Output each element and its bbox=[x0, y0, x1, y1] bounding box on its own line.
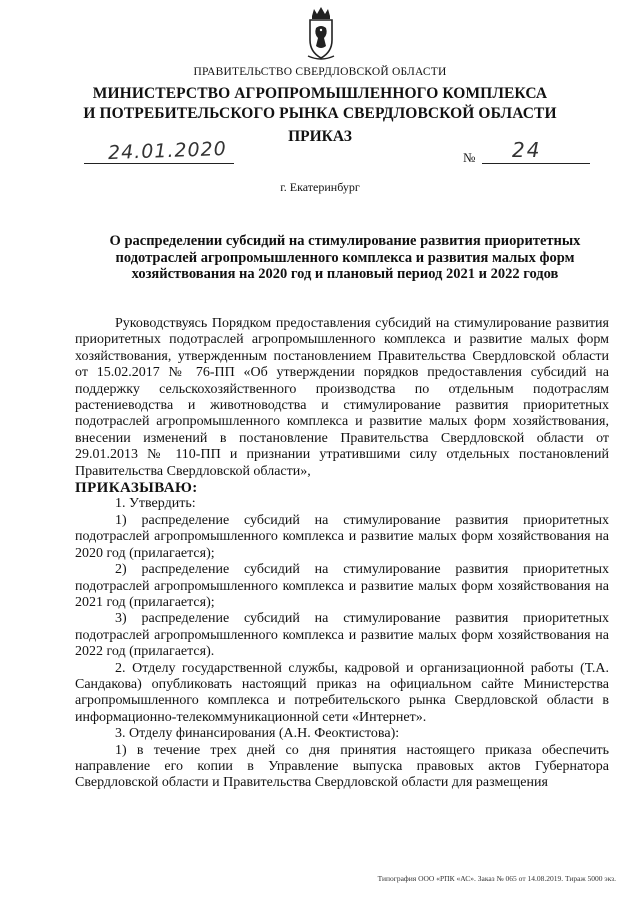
number-underline bbox=[482, 163, 590, 164]
item-1-3: 3) распределение субсидий на стимулирование развития приоритетных подотраслей агропромышленного комплекса и развитие малых форм хозяйствования на 2022 год (прилагается). bbox=[75, 611, 609, 660]
ministry-name bbox=[0, 84, 640, 124]
government-name: ПРАВИТЕЛЬСТВО СВЕРДЛОВСКОЙ ОБЛАСТИ bbox=[193, 66, 447, 78]
item-3-1: 1) в течение трех дней со дня принятия настоящего приказа обеспечить направление его копии в Управление выпуска правовых актов Губернатора Свердловской области и Правительства Свердловской области для размещения bbox=[75, 742, 609, 791]
item-1: 1. Утвердить: bbox=[115, 496, 196, 512]
coat-of-arms-icon bbox=[306, 6, 336, 62]
ministry-line-2: И ПОТРЕБИТЕЛЬСКОГО РЫНКА СВЕРДЛОВСКОЙ ОБЛАСТИ bbox=[83, 105, 557, 122]
ministry-line-1: МИНИСТЕРСТВО АГРОПРОМЫШЛЕННОГО КОМПЛЕКСА bbox=[92, 85, 548, 102]
printing-imprint: Типография ООО «РПК «АС». Заказ № 065 от 14.08.2019. Тираж 5000 экз. bbox=[377, 874, 616, 883]
document-title: О распределении субсидий на стимулирование развития приоритетных подотраслей агропромышленного комплекса и развития малых форм хозяйствования на 2020 год и плановый период 2021 и 2022 годов bbox=[109, 233, 581, 282]
handwritten-date: 24.01.2020 bbox=[107, 137, 228, 165]
order-word: ПРИКАЗЫВАЮ: bbox=[75, 480, 198, 497]
item-1-2: 2) распределение субсидий на стимулирование развития приоритетных подотраслей агропромышленного комплекса и развитие малых форм хозяйствования на 2021 год (прилагается); bbox=[75, 562, 609, 610]
preamble-paragraph: Руководствуясь Порядком предоставления субсидий на стимулирование развития приоритетных подотраслей агропромышленного комплекса и развитие малых форм хозяйствования, утвержденным постановлением Правительства Свердловской области от 15.02.2017 № 76-ПП «Об утверждении порядков предоставления субсидий на поддержку сельскохозяйственного производства по отдельным подотраслям растениеводства и животноводства и стимулирование развития приоритетных подотраслей агропромышленного комплекса и развитие малых форм хозяйствования, внесении изменений в постановление Правительства Свердловской области от 29.01.2013 № 110-ПП и признании утратившими силу отдельных постановлений Правительства Свердловской области», bbox=[75, 316, 609, 479]
document-type: ПРИКАЗ bbox=[288, 128, 352, 145]
handwritten-number: 24 bbox=[512, 138, 542, 162]
city: г. Екатеринбург bbox=[280, 180, 360, 194]
document-body bbox=[75, 316, 609, 792]
item-1-1: 1) распределение субсидий на стимулирование развития приоритетных подотраслей агропромышленного комплекса и развитие малых форм хозяйствования на 2020 год (прилагается); bbox=[75, 512, 609, 561]
date-underline bbox=[84, 163, 234, 164]
item-3: 3. Отделу финансирования (А.Н. Феоктистова): bbox=[115, 726, 400, 742]
item-2: 2. Отделу государственной службы, кадровой и организационной работы (Т.А. Сандакова) опубликовать настоящий приказ на официальном сайте Министерства агропромышленного комплекса и потребительского рынка Свердловской области в информационно-телекоммуникационной сети «Интернет». bbox=[75, 660, 609, 725]
number-label: № bbox=[463, 150, 476, 165]
